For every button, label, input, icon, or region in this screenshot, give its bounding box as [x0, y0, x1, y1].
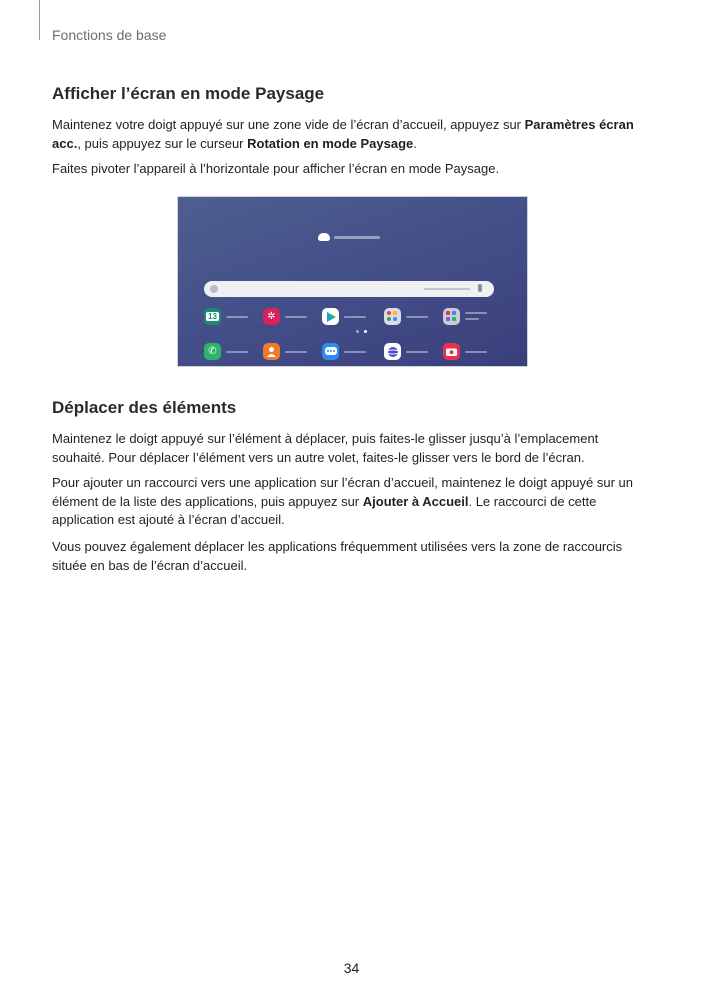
page-number: 34: [343, 960, 360, 976]
paragraph-rotate-device: Faites pivoter l’appareil à l’horizontale pour afficher l’écran en mode Paysage.: [52, 161, 500, 176]
heading-move-items: Déplacer des éléments: [52, 398, 237, 417]
camera-icon: [443, 343, 460, 360]
samsung-folder-icon: [443, 308, 460, 325]
paragraph-shortcut-zone: Vous pouvez également déplacer les applications fréquemment utilisées vers la zone de raccourcis située en bas de l’écran d’accueil.: [52, 539, 623, 573]
google-folder-icon: [384, 308, 401, 325]
play-store-icon: [322, 308, 339, 325]
paragraph-landscape-steps: Maintenez votre doigt appuyé sur une zone vide de l’écran d’accueil, appuyez sur Paramètres écran acc., puis appuyez sur le curseur Rotation en mode Paysage.: [52, 117, 634, 151]
section-header: Fonctions de base: [52, 27, 167, 43]
weather-widget: [318, 233, 388, 243]
cloud-icon: [318, 233, 330, 241]
header-rule: [39, 0, 40, 40]
google-icon: [210, 285, 218, 293]
internet-icon: [384, 343, 401, 360]
paragraph-add-shortcut: Pour ajouter un raccourci vers une application sur l’écran d’accueil, maintenez le doigt appuyé sur un élément de la liste des applications, puis appuyez sur Ajouter à Accueil. Le raccourci de cette application est ajouté à l’écran d’accueil.: [52, 475, 633, 527]
landscape-homescreen-screenshot: [177, 196, 528, 367]
mic-icon: [478, 284, 482, 292]
galaxy-apps-icon: ✲: [263, 308, 280, 325]
phone-icon: ✆: [204, 343, 221, 360]
calendar-icon: 13: [204, 308, 221, 325]
paragraph-drag-item: Maintenez le doigt appuyé sur l’élément à déplacer, puis faites-le glisser jusqu’à l’emplacement souhaité. Pour déplacer l’élément vers un autre volet, faites-le glisser vers le bord de l’écran.: [52, 431, 599, 465]
contacts-icon: [263, 343, 280, 360]
messages-icon: [322, 343, 339, 360]
heading-landscape-mode: Afficher l’écran en mode Paysage: [52, 84, 325, 103]
search-bar: [204, 281, 494, 297]
